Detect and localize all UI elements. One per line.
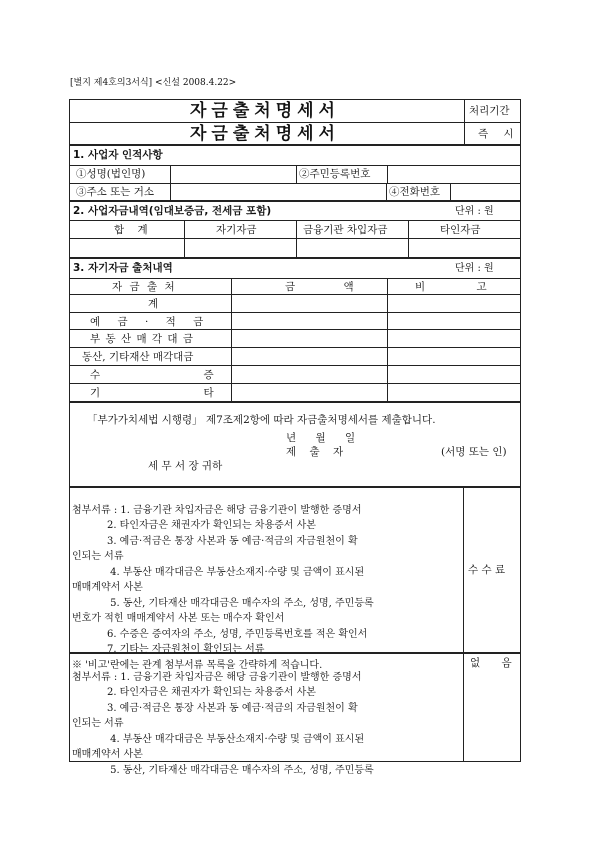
section3-unit: 단위 : 원 xyxy=(455,263,494,274)
name-label: ①성명(법인명) xyxy=(76,168,146,180)
section3-heading: 3. 자기자금 출처내역 xyxy=(73,262,173,274)
attachment-line: 번호가 적힌 매매계약서 사본 또는 매수자 확인서 xyxy=(72,613,285,624)
phone-label: ④전화번호 xyxy=(389,186,441,198)
fee-value: 없 음 xyxy=(470,657,512,669)
col-remark: 비 고 xyxy=(415,281,487,293)
attachment-line: 첨부서류 : 1. 금융기관 차입자금은 해당 금융기관이 발행한 증명서 xyxy=(72,504,362,516)
attachment-line: 인되는 서류 xyxy=(72,718,124,729)
form-title: 자금출처명세서 xyxy=(190,101,340,121)
col-source: 자 금 출 처 xyxy=(112,281,177,293)
address-label: ③주소 또는 거소 xyxy=(76,186,155,198)
row-movables: 동산, 기타재산 매각대금 xyxy=(82,351,194,363)
col-total: 합 계 xyxy=(114,224,148,236)
address-field[interactable] xyxy=(172,185,384,199)
section2-heading: 2. 사업자금내역(임대보증금, 전세금 포함) xyxy=(73,205,272,217)
declaration-statement: 「부가가치세법 시행령」 제7조제2항에 따라 자금출처명세서를 제출합니다. xyxy=(87,414,436,426)
row-total: 계 xyxy=(148,298,159,310)
declaration-date: 년 월 일 xyxy=(286,432,356,444)
attachment-line: 2. 타인자금은 채권자가 확인되는 차용증서 사본 xyxy=(72,520,316,531)
phone-field[interactable] xyxy=(452,185,519,199)
attachment-line: 5. 동산, 기타재산 매각대금은 매수자의 주소, 성명, 주민등록 xyxy=(72,764,374,776)
row-deposits: 예 금 · 적 금 xyxy=(90,316,204,328)
attachment-line: 7. 기타는 자금원천이 확인되는 서류 xyxy=(72,644,265,655)
signature-label: (서명 또는 인) xyxy=(441,446,507,458)
attachment-line: 2. 타인자금은 채권자가 확인되는 차용증서 사본 xyxy=(72,687,316,698)
form-title-repeat: 자금출처명세서 xyxy=(190,124,340,144)
col-bank-loans: 금융기관 차입자금 xyxy=(303,224,388,236)
row-real-estate: 부 동 산 매 각 대 금 xyxy=(90,333,195,345)
attachment-line: 3. 예금·적금은 통장 사본과 동 예금·적금의 자금원천이 확 xyxy=(72,702,358,714)
attachment-line: 3. 예금·적금은 통장 사본과 동 예금·적금의 자금원천이 확 xyxy=(72,535,358,547)
attachment-line: 5. 동산, 기타재산 매각대금은 매수자의 주소, 성명, 주민등록 xyxy=(72,597,374,609)
addressee: 세 무 서 장 귀하 xyxy=(148,460,223,472)
col-amount: 금 액 xyxy=(285,281,354,293)
section2-unit: 단위 : 원 xyxy=(455,206,494,217)
attachment-line: 매매계약서 사본 xyxy=(72,582,143,593)
processing-period-value: 즉 시 xyxy=(478,128,520,140)
attachment-line: 4. 부동산 매각대금은 부동산소재지·수량 및 금액이 표시된 xyxy=(72,566,365,578)
col-own-funds: 자기자금 xyxy=(216,224,257,236)
row-gift: 수 증 xyxy=(90,369,214,381)
processing-period-label: 처리기간 xyxy=(469,105,510,117)
attachments-list-2 xyxy=(72,654,374,794)
col-other-funds: 타인자금 xyxy=(440,224,481,236)
attachment-line: 매매계약서 사본 xyxy=(72,749,143,760)
attachment-line: 첨부서류 : 1. 금융기관 차입자금은 해당 금융기관이 발행한 증명서 xyxy=(72,671,362,683)
section1-heading: 1. 사업자 인적사항 xyxy=(73,149,163,161)
reg-number-label: ②주민등록번호 xyxy=(299,168,371,180)
attachment-line: 4. 부동산 매각대금은 부동산소재지·수량 및 금액이 표시된 xyxy=(72,733,365,745)
fee-label: 수 수 료 xyxy=(468,564,506,576)
name-field[interactable] xyxy=(172,167,294,181)
attachment-note: ※ '비고'란에는 관계 첨부서류 목록을 간략하게 적습니다. xyxy=(72,659,323,671)
form-reference: [별지 제4호의3서식] <신설 2008.4.22> xyxy=(70,78,237,88)
reg-number-field[interactable] xyxy=(389,167,519,181)
row-other: 기 타 xyxy=(90,387,214,399)
attachment-line: 6. 수증은 증여자의 주소, 성명, 주민등록번호를 적은 확인서 xyxy=(72,628,368,640)
submitter-label: 제 출 자 xyxy=(286,446,344,458)
attachment-line: 인되는 서류 xyxy=(72,551,124,562)
